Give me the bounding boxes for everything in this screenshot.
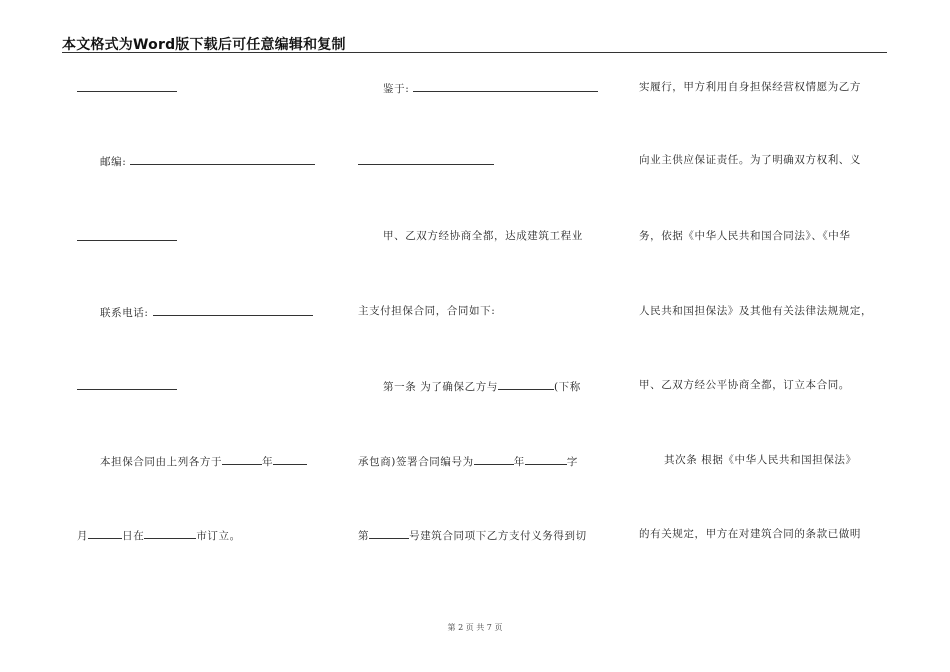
header-divider xyxy=(62,52,887,53)
whereas-label: 鉴于: xyxy=(383,83,410,95)
year-char: 年 xyxy=(262,456,274,468)
city-signed-text: 市订立。 xyxy=(196,530,241,542)
document-header-title: 本文格式为Word版下载后可任意编辑和复制 xyxy=(62,37,346,53)
middle-para3-line xyxy=(358,527,587,543)
para1-text: 甲、乙双方经协商全都，达成建筑工程业 xyxy=(383,230,583,242)
phone-blank xyxy=(153,304,313,316)
postcode-label: 邮编: xyxy=(100,156,127,168)
signing-text: 本担保合同由上列各方于 xyxy=(100,456,223,468)
right-line-2 xyxy=(639,153,861,167)
contractor-text: 承包商)签署合同编号为 xyxy=(358,456,474,468)
month-char: 月 xyxy=(77,530,89,542)
right-text-1: 实履行，甲方利用自身担保经营权情愿为乙方 xyxy=(639,81,861,93)
right-text-4: 人民共和国担保法》及其他有关法律法规规定， xyxy=(639,305,873,317)
middle-contractor-line xyxy=(358,453,578,469)
left-blank-line-3 xyxy=(77,378,177,394)
middle-article1-line xyxy=(383,378,581,394)
para1b-text: 主支付担保合同，合同如下: xyxy=(358,305,496,317)
middle-whereas-line xyxy=(383,80,598,96)
phone-label: 联系电话: xyxy=(100,307,149,319)
fill-blank xyxy=(358,153,494,165)
di-char: 第 xyxy=(358,530,370,542)
contract-year-blank xyxy=(474,453,514,465)
fill-blank xyxy=(77,80,177,92)
middle-para1b-line xyxy=(358,304,495,318)
article1-text: 第一条 为了确保乙方与 xyxy=(383,381,498,393)
fill-blank xyxy=(77,378,177,390)
party-blank xyxy=(498,378,554,390)
para3-text: 号建筑合同项下乙方支付义务得到切 xyxy=(409,530,587,542)
left-phone-line xyxy=(100,304,313,320)
right-text-6: 其次条 根据《中华人民共和国担保法》 xyxy=(664,454,857,466)
left-blank-line-1 xyxy=(77,80,177,96)
fill-blank xyxy=(77,229,177,241)
article1-suffix: (下称 xyxy=(553,381,581,393)
page-number-footer: 第 2 页 共 7 页 xyxy=(447,623,503,632)
right-text-7: 的有关规定，甲方在对建筑合同的条款已做明 xyxy=(639,528,861,540)
zi-char: 字 xyxy=(566,456,578,468)
left-date-place-line xyxy=(77,527,241,543)
right-line-6 xyxy=(664,453,857,467)
right-line-1 xyxy=(639,80,861,94)
year-blank xyxy=(222,453,262,465)
right-text-2: 向业主供应保证责任。为了明确双方权利、义 xyxy=(639,154,861,166)
right-text-5: 甲、乙双方经公平协商全都，订立本合同。 xyxy=(639,379,850,391)
right-line-5 xyxy=(639,378,850,392)
contract-zi-blank xyxy=(525,453,567,465)
right-line-4 xyxy=(639,304,872,318)
contract-year-char: 年 xyxy=(513,456,525,468)
day-blank xyxy=(88,527,122,539)
right-line-3 xyxy=(639,229,851,243)
whereas-blank xyxy=(413,80,598,92)
middle-blank-line xyxy=(358,153,494,169)
middle-para1-line xyxy=(383,229,583,243)
month-blank xyxy=(273,453,307,465)
left-signing-line xyxy=(100,453,307,469)
left-blank-line-2 xyxy=(77,229,177,245)
right-line-7 xyxy=(639,527,861,541)
right-text-3: 务，依据《中华人民共和国合同法》、《中华 xyxy=(639,230,851,242)
left-postcode-line xyxy=(100,153,315,169)
postcode-blank xyxy=(130,153,315,165)
city-blank xyxy=(144,527,196,539)
contract-no-blank xyxy=(369,527,409,539)
day-at-text: 日在 xyxy=(122,530,145,542)
